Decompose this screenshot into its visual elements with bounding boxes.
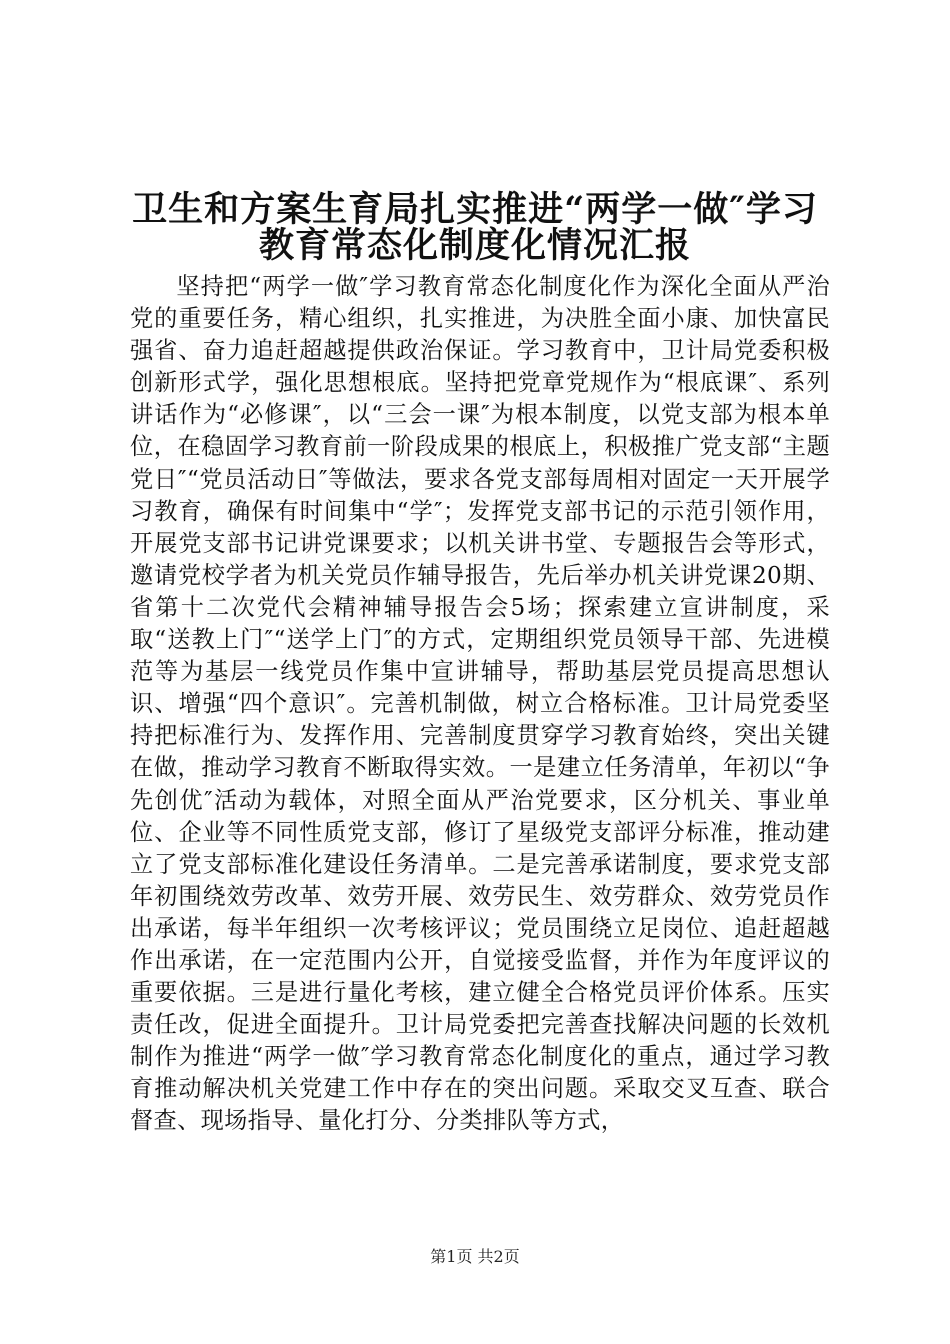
title-line-1-text: 卫生和方案生育局扎实推进“两学一做″学习 xyxy=(132,189,818,230)
page-footer: 第1页 共2页 xyxy=(430,1247,520,1266)
document-title-line-2 xyxy=(100,224,850,268)
title-line-2-text: 教育常态化制度化情况汇报 xyxy=(258,225,691,266)
body-paragraph: 坚持把“两学一做″学习教育常态化制度化作为深化全面从严治党的重要任务，精心组织，扎实推进，为决胜全面小康、加快富民强省、奋力追赶超越提供政治保证。学习教育中，卫计局党委积极创新形式学，强化思想根底。坚持把党章党规作为“根底课″、系列讲话作为“必修课″，以“三会一课″为根本制度，以党支部为根本单位，在稳固学习教育前一阶段成果的根底上，积极推广党支部“主题党日″“党员活动日″等做法，要求各党支部每周相对固定一天开展学习教育，确保有时间集中“学″；发挥党支部书记的示范引领作用，开展党支部书记讲党课要求；以机关讲书堂、专题报告会等形式，邀请党校学者为机关党员作辅导报告，先后举办机关讲党课20期、省第十二次党代会精神辅导报告会5场；探索建立宣讲制度，采取“送教上门″“送学上门″的方式，定期组织党员领导干部、先进模范等为基层一线党员作集中宣讲辅导，帮助基层党员提高思想认识、增强“四个意识″。完善机制做，树立合格标准。卫计局党委坚持把标准行为、发挥作用、完善制度贯穿学习教育始终，突出关键在做，推动学习教育不断取得实效。一是建立任务清单，年初以“争先创优″活动为载体，对照全面从严治党要求，区分机关、事业单位、企业等不同性质党支部，修订了星级党支部评分标准，推动建立了党支部标准化建设任务清单。二是完善承诺制度，要求党支部年初围绕效劳改革、效劳开展、效劳民生、效劳群众、效劳党员作出承诺，每半年组织一次考核评议；党员围绕立足岗位、追赶超越作出承诺，在一定范围内公开，自觉接受监督，并作为年度评议的重要依据。三是进行量化考核，建立健全合格党员评价体系。压实责任改，促进全面提升。卫计局党委把完善查找解决问题的长效机制作为推进“两学一做″学习教育常态化制度化的重点，通过学习教育推动解决机关党建工作中存在的突出问题。采取交叉互查、联合督查、现场指导、量化打分、分类排队等方式， xyxy=(130,273,830,1135)
